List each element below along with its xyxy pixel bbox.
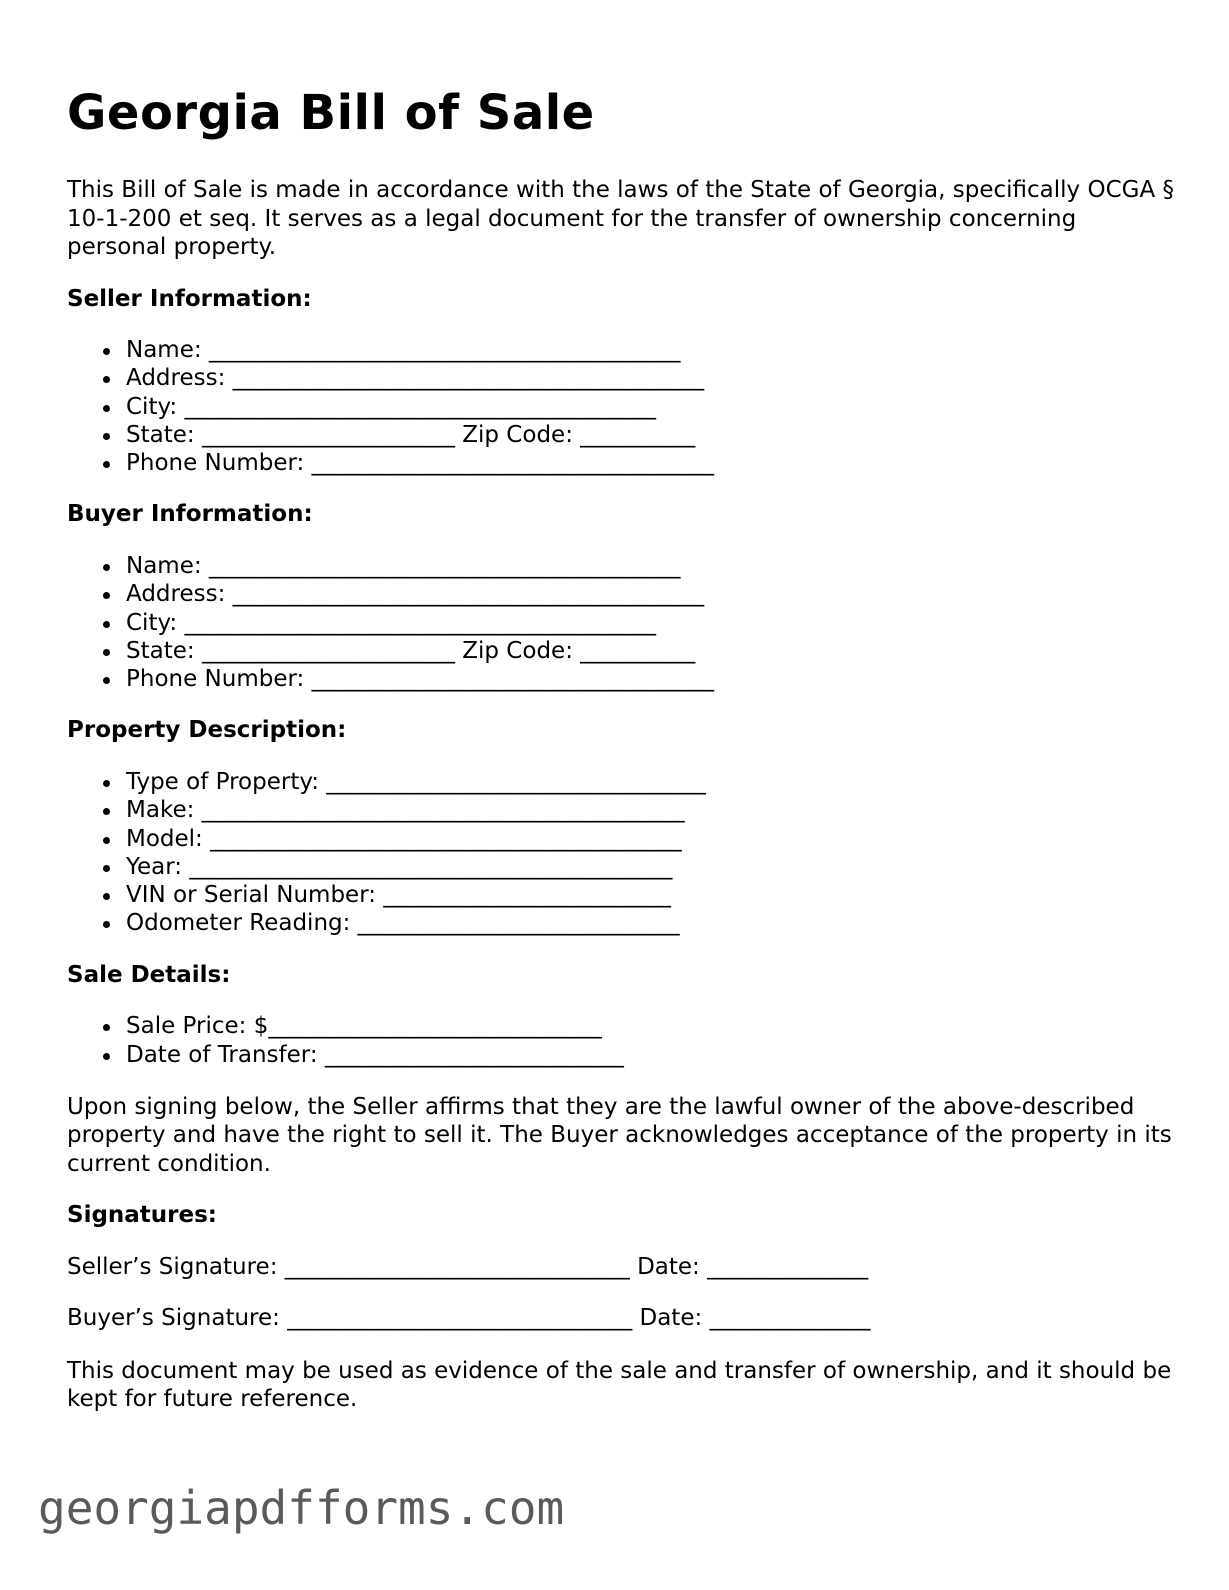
seller-signature-line[interactable]: Seller’s Signature: ______________________________ Date: ______________: [67, 1253, 869, 1280]
transfer-date-field[interactable]: Date of Transfer: __________________________: [126, 1041, 1177, 1069]
buyer-address-field[interactable]: Address: _________________________________________: [126, 580, 1177, 608]
intro-paragraph: This Bill of Sale is made in accordance with the laws of the State of Georgia, specifically OCGA § 10-1-200 et seq. It serves as a legal document for the transfer of ownership concerning personal property.: [67, 177, 1174, 260]
property-model-field[interactable]: Model: _________________________________________: [126, 825, 1177, 853]
seller-heading: Seller Information:: [67, 285, 312, 312]
closing-paragraph: This document may be used as evidence of the sale and transfer of ownership, and it should be kept for future reference.: [67, 1357, 1172, 1413]
seller-fields-list: [67, 336, 1177, 477]
seller-phone-field[interactable]: Phone Number: ___________________________________: [126, 449, 1177, 477]
document-page: [67, 80, 1177, 1414]
seller-city-field[interactable]: City: _________________________________________: [126, 393, 1177, 421]
property-type-field[interactable]: Type of Property: _________________________________: [126, 768, 1177, 796]
watermark: georgiapdfforms.com: [38, 1481, 565, 1535]
property-heading: Property Description:: [67, 717, 347, 744]
seller-name-field[interactable]: Name: _________________________________________: [126, 336, 1177, 364]
property-odometer-field[interactable]: Odometer Reading: ____________________________: [126, 909, 1177, 937]
page-title: Georgia Bill of Sale: [67, 85, 595, 141]
affirmation-paragraph: Upon signing below, the Seller affirms that they are the lawful owner of the above-described property and have the right to sell it. The Buyer acknowledges acceptance of the property in its current condition.: [67, 1093, 1172, 1177]
buyer-phone-field[interactable]: Phone Number: ___________________________________: [126, 665, 1177, 693]
sale-fields-list: [67, 1012, 1177, 1069]
property-fields-list: [67, 768, 1177, 938]
property-make-field[interactable]: Make: __________________________________________: [126, 796, 1177, 824]
buyer-name-field[interactable]: Name: _________________________________________: [126, 552, 1177, 580]
seller-address-field[interactable]: Address: _________________________________________: [126, 364, 1177, 392]
buyer-heading: Buyer Information:: [67, 501, 313, 528]
seller-state-zip-field[interactable]: State: ______________________ Zip Code: __________: [126, 421, 1177, 449]
signatures-heading: Signatures:: [67, 1202, 218, 1229]
property-year-field[interactable]: Year: __________________________________________: [126, 853, 1177, 881]
buyer-fields-list: [67, 552, 1177, 693]
buyer-signature-line[interactable]: Buyer’s Signature: ______________________________ Date: ______________: [67, 1305, 871, 1332]
property-vin-field[interactable]: VIN or Serial Number: _________________________: [126, 881, 1177, 909]
buyer-state-zip-field[interactable]: State: ______________________ Zip Code: __________: [126, 637, 1177, 665]
sale-heading: Sale Details:: [67, 961, 231, 988]
sale-price-field[interactable]: Sale Price: $_____________________________: [126, 1012, 1177, 1040]
buyer-city-field[interactable]: City: _________________________________________: [126, 609, 1177, 637]
